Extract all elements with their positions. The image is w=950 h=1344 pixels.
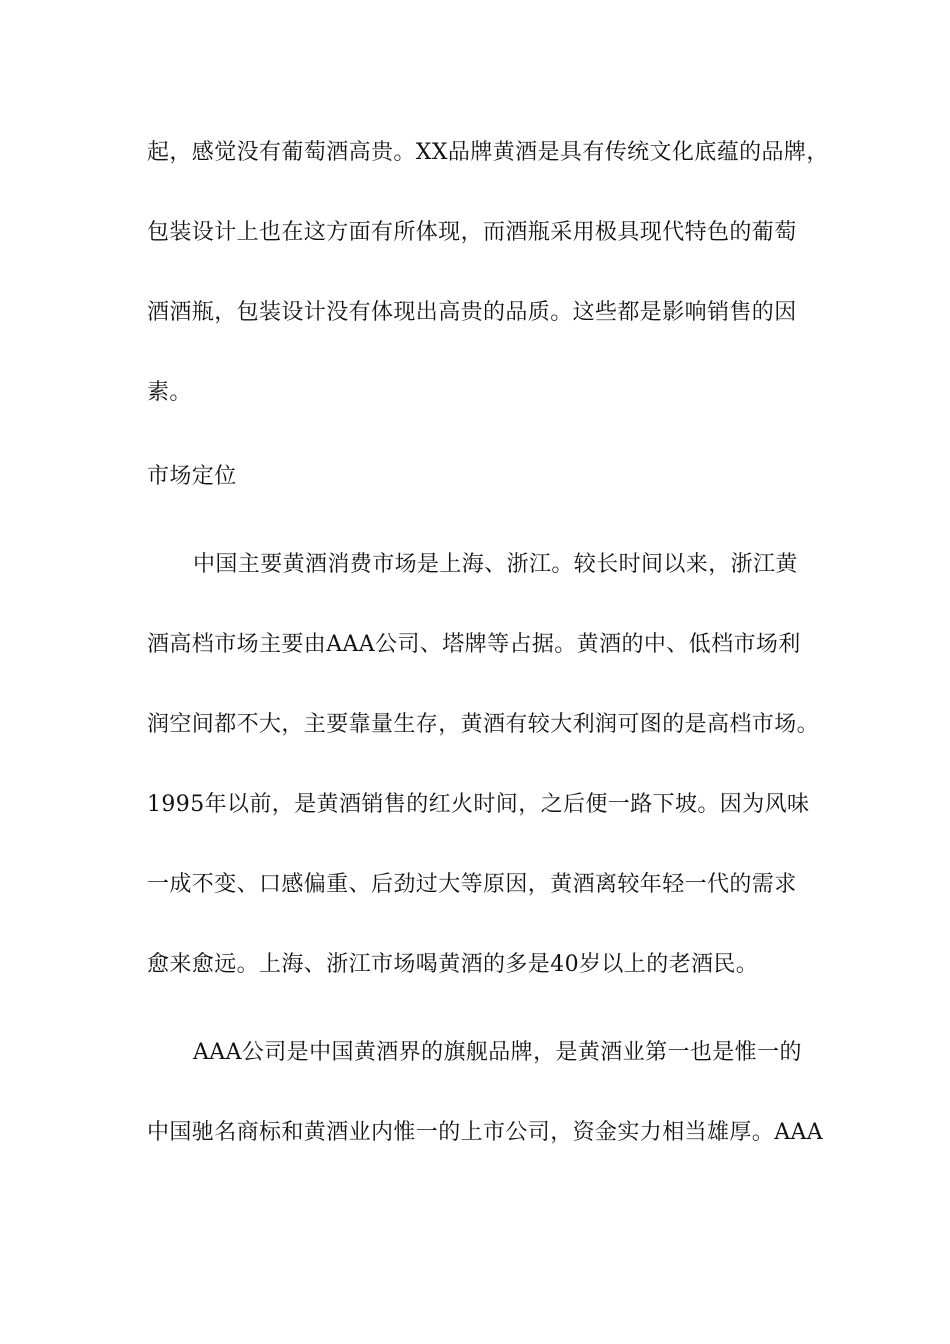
paragraph-line: 中国驰名商标和黄酒业内惟一的上市公司，资金实力相当雄厚。AAA bbox=[147, 1120, 824, 1145]
paragraph-line: 素。 bbox=[147, 380, 192, 405]
paragraph-line: 1995年以前，是黄酒销售的红火时间，之后便一路下坡。因为风味 bbox=[147, 792, 810, 817]
paragraph-line: 润空间都不大，主要靠量生存，黄酒有较大利润可图的是高档市场。 bbox=[147, 712, 820, 737]
paragraph-line: 酒高档市场主要由AAA公司、塔牌等占据。黄酒的中、低档市场利 bbox=[147, 632, 801, 657]
paragraph-line: 起，感觉没有葡萄酒高贵。XX品牌黄酒是具有传统文化底蕴的品牌， bbox=[147, 140, 829, 165]
paragraph-line: 包装设计上也在这方面有所体现，而酒瓶采用极具现代特色的葡萄 bbox=[147, 220, 797, 245]
paragraph-line: 酒酒瓶，包装设计没有体现出高贵的品质。这些都是影响销售的因 bbox=[147, 300, 797, 325]
paragraph-line: AAA公司是中国黄酒界的旗舰品牌，是黄酒业第一也是惟一的 bbox=[193, 1040, 802, 1065]
paragraph-line: 愈来愈远。上海、浙江市场喝黄酒的多是40岁以上的老酒民。 bbox=[147, 952, 759, 977]
paragraph-line: 中国主要黄酒消费市场是上海、浙江。较长时间以来，浙江黄 bbox=[193, 552, 798, 577]
paragraph-line: 一成不变、口感偏重、后劲过大等原因，黄酒离较年轻一代的需求 bbox=[147, 872, 797, 897]
section-heading: 市场定位 bbox=[147, 464, 237, 489]
